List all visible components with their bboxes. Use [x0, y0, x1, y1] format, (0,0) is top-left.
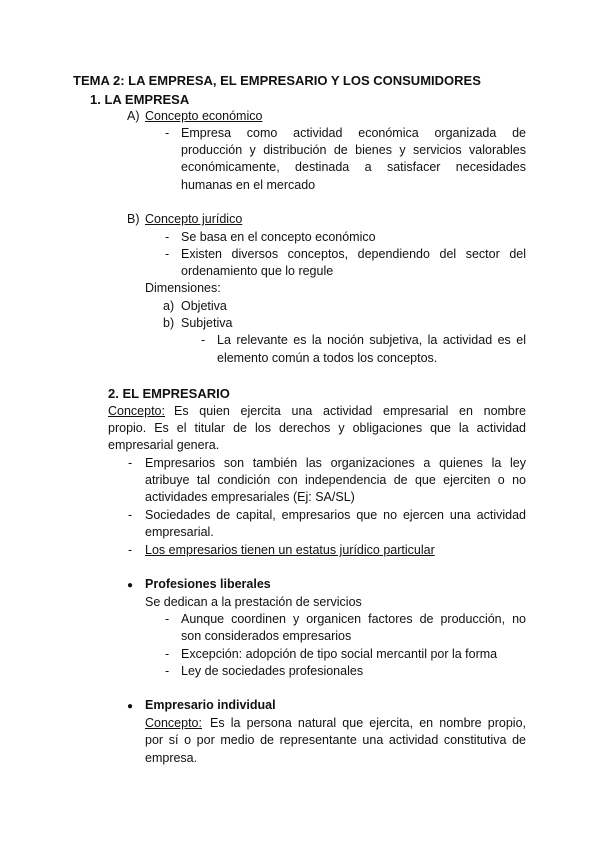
text-line: Aunque coordinen y organicen factores de producción, no — [181, 612, 526, 626]
text-line: Empresarios son también las organizaciones a quienes la ley — [145, 456, 526, 470]
dash-marker: - — [165, 647, 170, 661]
dash-marker: - — [128, 456, 133, 470]
concepto-label: Concepto: — [108, 404, 165, 418]
text-line: empresarial. — [145, 525, 214, 539]
document-title: TEMA 2: LA EMPRESA, EL EMPRESARIO Y LOS CONSUMIDORES — [73, 73, 481, 88]
text-line: actividades empresariales (Ej: SA/SL) — [145, 490, 355, 504]
text-line: Excepción: adopción de tipo social mercantil por la forma — [181, 647, 498, 661]
dimension-subjetiva: Subjetiva — [181, 316, 233, 330]
dash-marker: - — [165, 126, 170, 140]
text-line: empresarial genera. — [108, 438, 220, 452]
bullet-icon: ● — [127, 580, 134, 591]
text-line: Sociedades de capital, empresarios que no ejercen una actividad — [145, 508, 526, 522]
concepto-label: Concepto: — [145, 716, 202, 730]
text-line: ordenamiento que lo regule — [181, 264, 334, 278]
list-marker: A) — [127, 109, 140, 123]
section-heading-empresa: 1. LA EMPRESA — [90, 92, 190, 107]
dash-marker: - — [165, 664, 170, 678]
text-line: atribuye tal condición con independencia de que ejerciten o no — [145, 473, 526, 487]
list-marker: a) — [163, 299, 175, 313]
text-line: empresa. — [145, 751, 198, 765]
text-line: son considerados empresarios — [181, 629, 352, 643]
list-marker: b) — [163, 316, 175, 330]
concepto-juridico-label: Concepto jurídico — [145, 212, 243, 226]
text-line: Ley de sociedades profesionales — [181, 664, 364, 678]
bullet-icon: ● — [127, 701, 134, 712]
text-line: Se basa en el concepto económico — [181, 230, 376, 244]
dimensiones-label: Dimensiones: — [145, 281, 221, 295]
text-line: humanas en el mercado — [181, 178, 316, 192]
text-line: Es quien ejercita una actividad empresarial en nombre — [174, 404, 526, 418]
text-line: Existen diversos conceptos, dependiendo del sector del — [181, 247, 526, 261]
dimension-objetiva: Objetiva — [181, 299, 227, 313]
dash-marker: - — [128, 508, 133, 522]
text-line: producción y distribución de bienes y servicios valorables — [181, 143, 526, 157]
underlined-item: Los empresarios tienen un estatus jurídico particular — [145, 543, 435, 557]
text-line: por sí o por medio de representante una actividad constitutiva de — [145, 733, 526, 747]
dash-marker: - — [128, 543, 133, 557]
concepto-economico-label: Concepto económico — [145, 109, 263, 123]
dash-marker: - — [165, 612, 170, 626]
text-line: Es la persona natural que ejercita, en nombre propio, — [210, 716, 526, 730]
text-line: económicamente, destinada a satisfacer necesidades — [181, 160, 526, 174]
list-marker: B) — [127, 212, 140, 226]
dash-marker: - — [201, 333, 206, 347]
dash-marker: - — [165, 230, 170, 244]
text-line: La relevante es la noción subjetiva, la actividad es el — [217, 333, 526, 347]
text-line: elemento común a todos los conceptos. — [217, 351, 438, 365]
dash-marker: - — [165, 247, 170, 261]
text-line: propio. Es el titular de los derechos y obligaciones que la actividad — [108, 421, 526, 435]
section-heading-empresario: 2. EL EMPRESARIO — [108, 386, 230, 401]
text-line: Empresa como actividad económica organizada de — [181, 126, 526, 140]
profesiones-liberales-heading: Profesiones liberales — [145, 577, 271, 591]
empresario-individual-heading: Empresario individual — [145, 698, 276, 712]
text-line: Se dedican a la prestación de servicios — [145, 595, 362, 609]
